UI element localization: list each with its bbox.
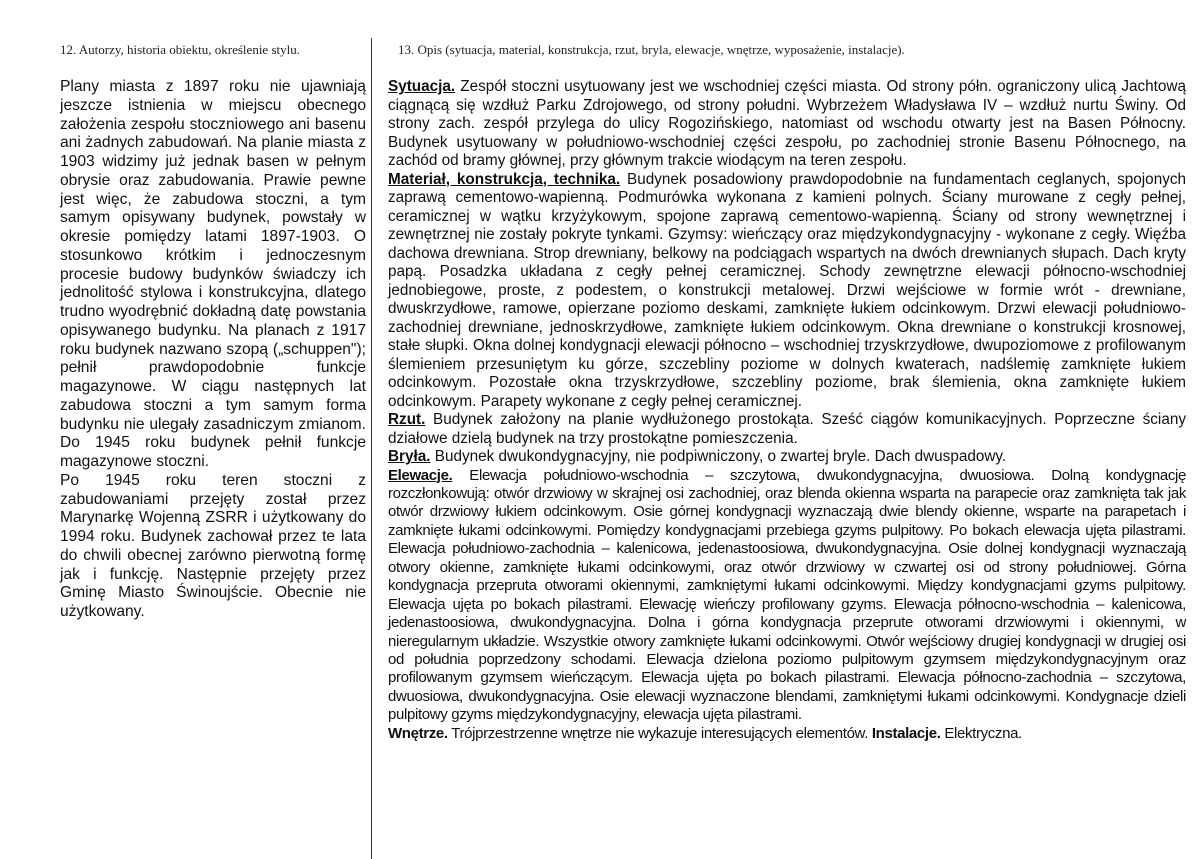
section-material bbox=[388, 171, 1186, 412]
section-plan bbox=[388, 411, 1186, 448]
description-column bbox=[388, 78, 1186, 743]
section-heading: Sytuacja. bbox=[388, 78, 456, 95]
history-paragraph: Plany miasta z 1897 roku nie ujawniają jeszcze istnienia w miejscu obecnego założenia zespołu stoczniowego ani basenu ani żadnych zabudowań. Na planie miasta z 1903 widzimy już jednak basen w pełnym obrysie oraz zabudowania. Prawie pewne jest więc, że zabudowa stoczni, a tym samym opisywany budynek, powstały w okresie pomiędzy latami 1897-1903. O stosunkowo krótkim i jednoczesnym procesie budowy budynków świadczy ich jednolitość stylowa i konstrukcyjna, dlatego trudno wyodrębnić dokładną datę powstania opisywanego budynku. Na planach z 1917 roku budynek nazwano szopą („schuppen"); pełnił prawdopodobnie funkcje magazynowe. W ciągu następnych lat zabudowa stoczni a tym samym forma budynku nie ulegały zasadniczym zmianom. Do 1945 roku budynek pełnił funkcje magazynowe stoczni. bbox=[60, 78, 366, 470]
installations-heading: Instalacje. bbox=[871, 724, 941, 742]
section-heading: Materiał, konstrukcja, technika. bbox=[388, 170, 621, 188]
section-12-header: 12. Autorzy, historia obiektu, określenie stylu. bbox=[60, 42, 300, 57]
section-situation bbox=[388, 78, 1186, 171]
column-divider bbox=[371, 38, 372, 859]
interior-text: Trójprzestrzenne wnętrze nie wykazuje interesujących elementów. bbox=[447, 724, 872, 742]
section-13-header: 13. Opis (sytuacja, material, konstrukcja, rzut, bryla, elewacje, wnętrze, wyposażenie, instalacje). bbox=[398, 42, 905, 57]
section-interior-installations bbox=[388, 725, 1186, 743]
history-paragraph: Po 1945 roku teren stoczni z zabudowaniami przejęty został przez Marynarkę Wojenną ZSRR i użytkowany do 1994 roku. Budynek zachował przez te lata do chwili obecnej zarówno pierwotną formę jak i funkcję. Następnie przejęty przez Gminę Miasto Świnoujście. Obecnie nie użytkowany. bbox=[60, 471, 366, 620]
section-heading: Bryła. bbox=[388, 448, 431, 465]
section-heading: Elewacje. bbox=[388, 466, 453, 484]
history-column bbox=[60, 78, 366, 622]
section-heading: Rzut. bbox=[388, 411, 426, 428]
interior-heading: Wnętrze. bbox=[388, 724, 448, 742]
section-text: Budynek dwukondygnacyjny, nie podpiwniczony, o zwartej bryle. Dach dwuspadowy. bbox=[430, 448, 1007, 465]
section-text: Zespół stoczni usytuowany jest we wschodniej części miasta. Od strony półn. ograniczony ulicą Jachtową ciągnącą się wzdłuż Parku Zdrojowego, od strony południ. Wybrzeżem Władysława IV – wzdłuż nurtu Świny. Od strony zach. zespół przylega do ulicy Rogozińskiego, natomiast od wschodu otwarty jest na Basen Północny. Budynek usytuowany w południowo-wschodniej części zespołu, po zachodniej stronie Basenu Północnego, na zachód od bramy głównej, przy głównym trakcie wiodącym na teren zespołu. bbox=[388, 78, 1186, 169]
section-elevations bbox=[388, 467, 1186, 725]
section-text: Budynek założony na planie wydłużonego prostokąta. Sześć ciągów komunikacyjnych. Poprzeczne ściany działowe dzielą budynek na trzy prostokątne pomieszczenia. bbox=[388, 411, 1186, 447]
section-massing bbox=[388, 448, 1186, 467]
installations-text: Elektryczna. bbox=[940, 724, 1022, 742]
section-text: Elewacja południowo-wschodnia – szczytowa, dwukondygnacyjna, dwuosiowa. Dolną kondygnację rozczłonkowują: otwór drzwiowy w skrajnej osi zachodniej, oraz blenda okienna wsparta na parapecie oraz zamknięta tak jak otwór drzwiowy łukiem odcinkowym. Osie górnej kondygnacji wyznaczają dwie blendy okienne, wsparte na parapetach i zamknięte łukami odcinkowymi. Pomiędzy kondygnacjami przebiega gzyms pulpitowy. Po bokach elewacja ujęta pilastrami. Elewacja południowo-zachodnia – kalenicowa, jedenastoosiowa, dwukondygnacyjna. Osie dolnej kondygnacji wyznaczają otwory okienne, zamknięte łukami odcinkowymi, oraz otwór drzwiowy w czwartej osi od strony południowej. Górna kondygnacja przepruta otworami okiennymi, zamkniętymi łukami odcinkowymi. Między kondygnacjami gzyms pulpitowy. Elewacja ujęta po bokach pilastrami. Elewację wieńczy profilowany gzyms. Elewacja północno-wschodnia – kalenicowa, jedenastoosiowa, dwukondygnacyjna. Dolna i górna kondygnacja przeprute otworami drzwiowymi i okiennymi, w nieregularnym układzie. Wszystkie otwory zamknięte łukami odcinkowymi. Otwór wejściowy drugiej kondygnacji w drugiej osi od południa poprzedzony schodami. Elewacja dzielona poziomo pulpitowym gzymsem międzykondygnacyjnym oraz profilowanym gzymsem wieńczącym. Elewacja ujęta po bokach pilastrami. Elewacja północno-zachodnia – szczytowa, dwuosiowa, dwukondygnacyjna. Osie elewacji wyznaczone blendami, zamkniętymi łukami odcinkowymi. Kondygnacje dzieli pulpitowy gzyms międzykondygnacyjny, elewacja ujęta pilastrami. bbox=[388, 466, 1186, 724]
section-text: Budynek posadowiony prawdopodobnie na fundamentach ceglanych, spojonych zaprawą cementowo-wapienną. Podmurówka wykonana z kamieni polnych. Ściany murowane z cegły pełnej, ceramicznej w wątku krzyżykowym, spojone zaprawą cementowo-wapienną. Ściany od strony wewnętrznej i zewnętrznej nie zostały pokryte tynkami. Gzymsy: wieńczący oraz międzykondygnacyjny - wykonane z cegły. Więźba dachowa drewniana. Strop drewniany, belkowy na podciągach wspartych na dwóch drewnianych słupach. Dach kryty papą. Posadzka układana z cegły pełnej ceramicznej. Schody zewnętrzne elewacji północno-wschodniej jednobiegowe, proste, z podestem, o konstrukcji metalowej. Drzwi wejściowe w formie wrót - drewniane, dwuskrzydłowe, ramowe, opierzane poziomo deskami, zamknięte łukiem odcinkowym. Drzwi elewacji południowo-zachodniej drewniane, jednoskrzydłowe, zamknięte łukiem odcinkowym. Okna drewniane o konstrukcji krosnowej, stałe słupki. Okna dolnej kondygnacji elewacji północno – wschodniej trzyskrzydłowe, dwupoziomowe z profilowanym ślemieniem przesuniętym ku górze, szczebliny poziome w dolnych kwaterach, nadślemię zamknięte łukiem odcinkowym. Pozostałe okna trzyskrzydłowe, szczebliny poziome, brak ślemienia, okna zamknięte łukiem odcinkowym. Parapety wykonane z cegły pełnej ceramicznej. bbox=[388, 170, 1187, 410]
